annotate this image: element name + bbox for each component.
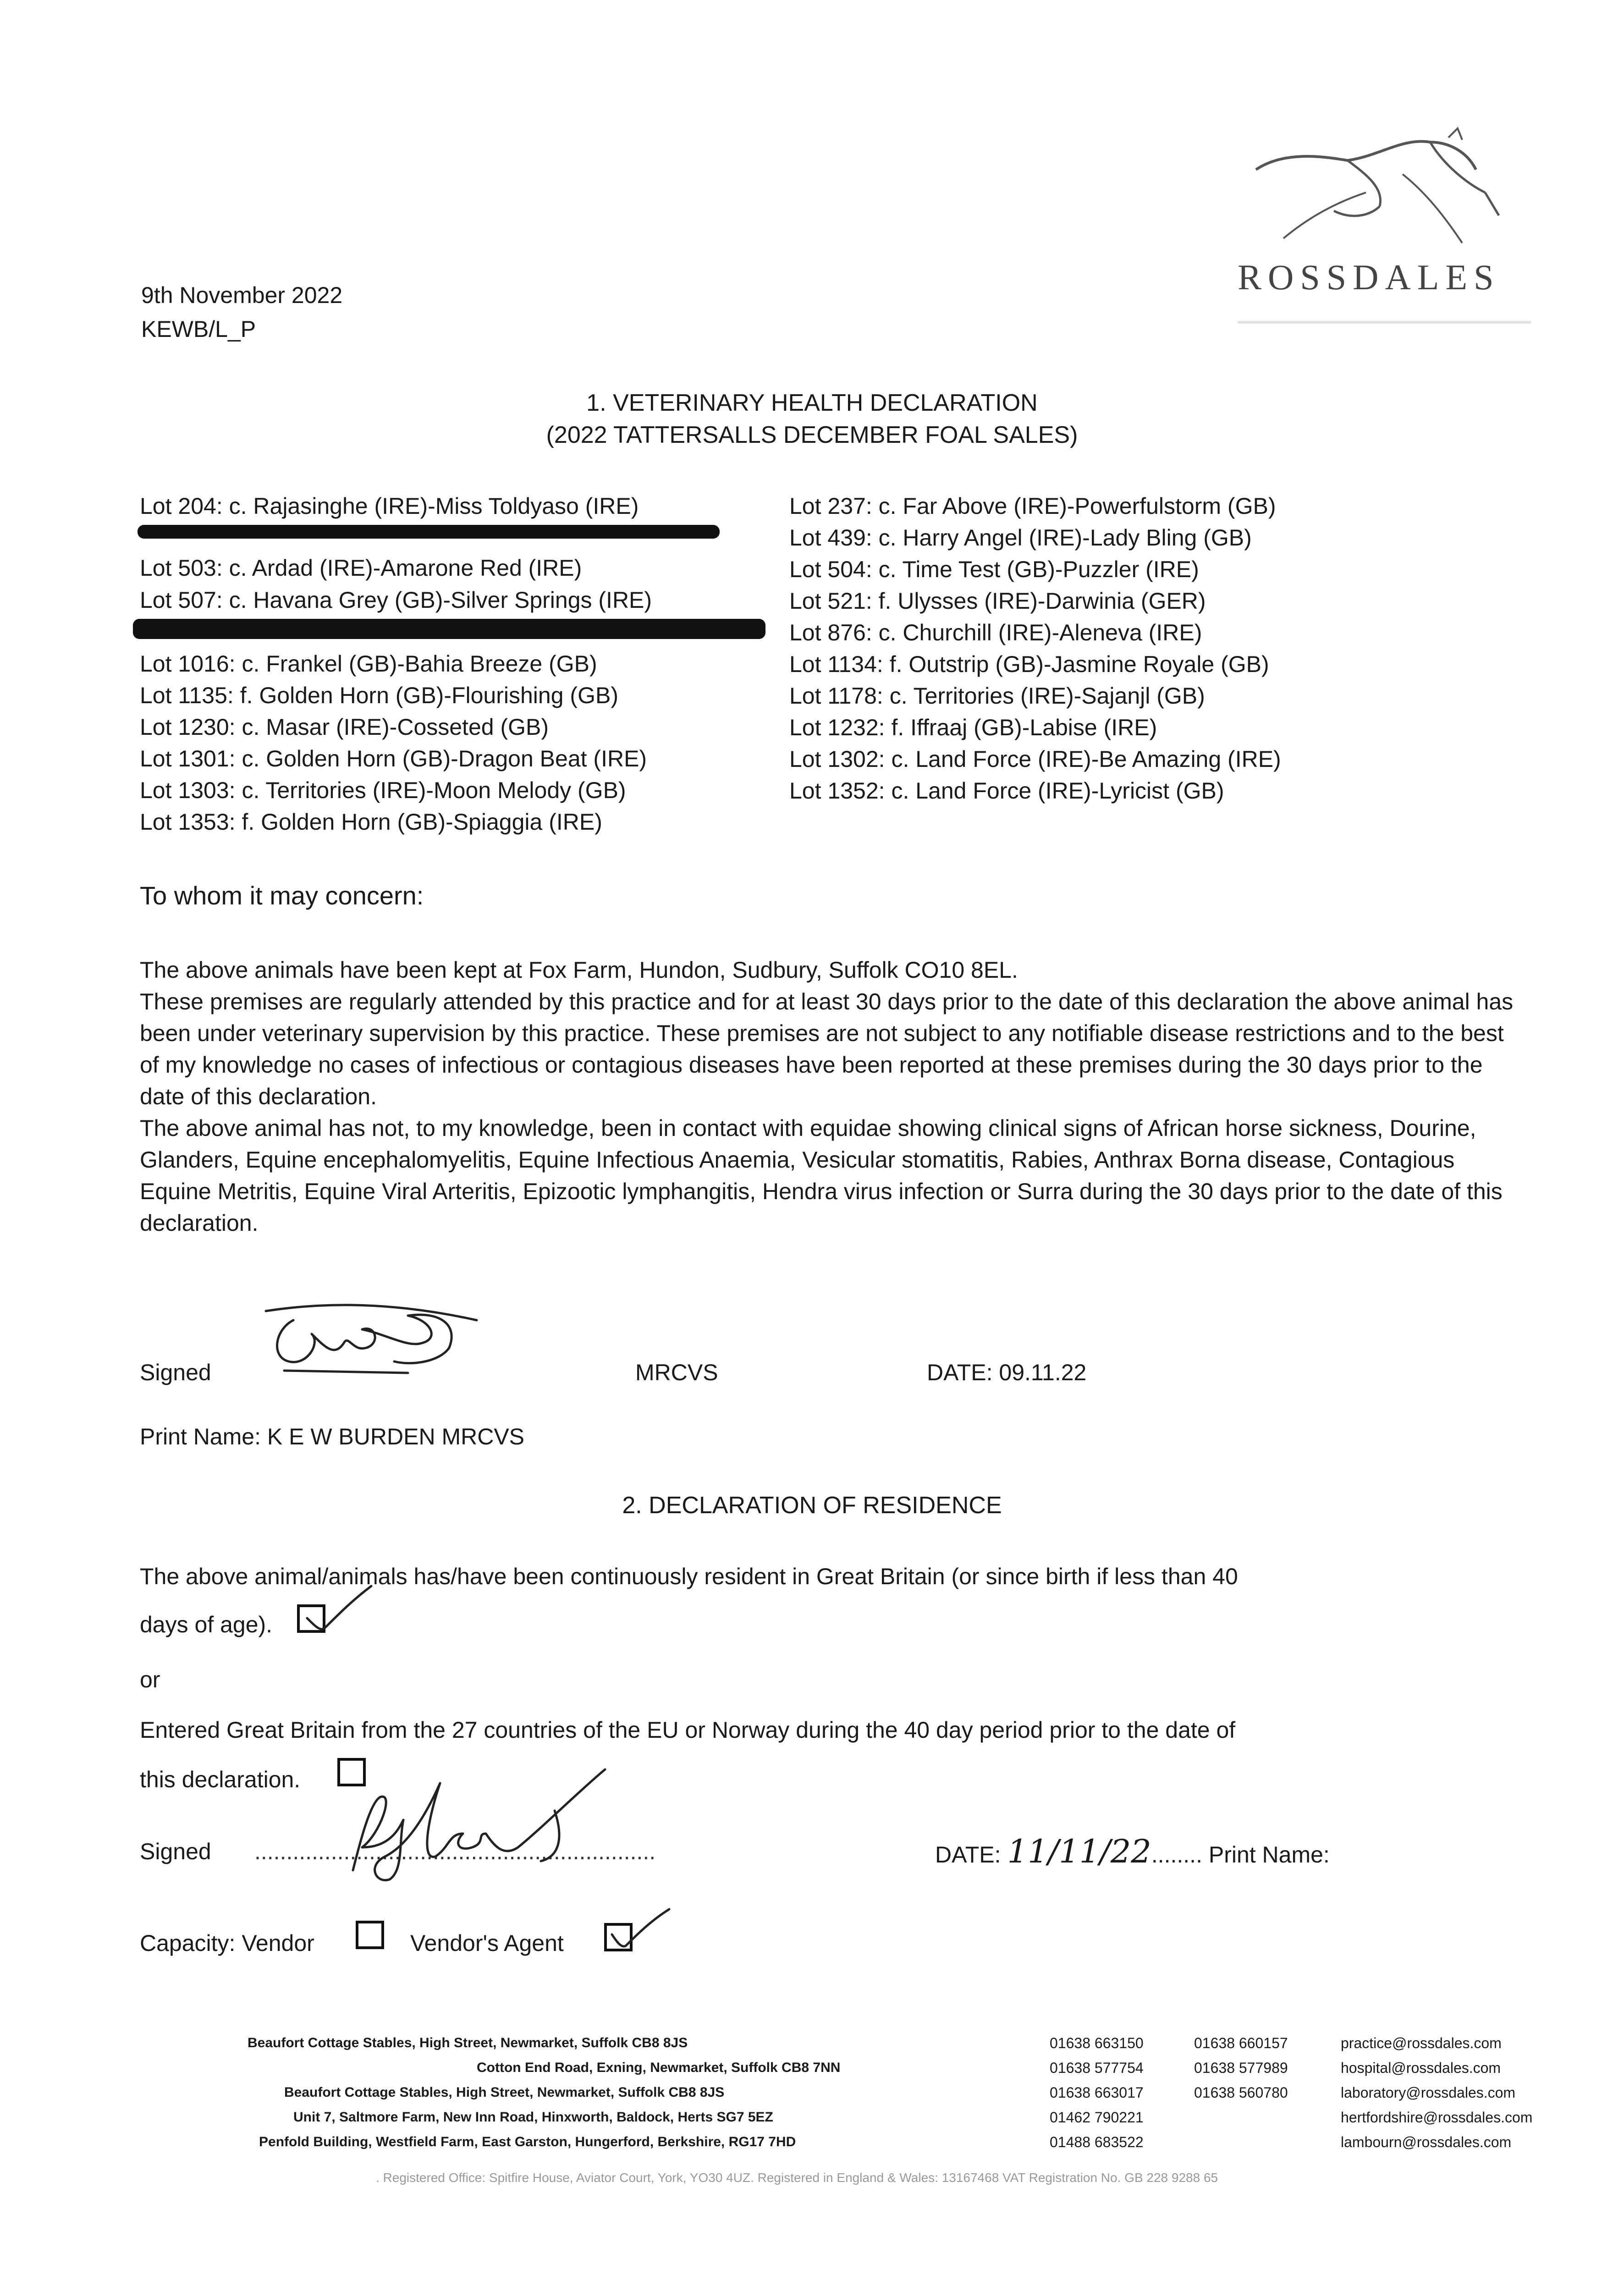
capacity-vendor-label: Capacity: Vendor [140, 1930, 314, 1956]
signed-label-1: Signed [140, 1360, 211, 1385]
footer-email[interactable]: hertfordshire@rossdales.com [1341, 2109, 1533, 2126]
footer-address: Beaufort Cottage Stables, High Street, Newmarket, Suffolk CB8 8JS [248, 2035, 688, 2050]
registered-office: . Registered Office: Spitfire House, Aviator Court, York, YO30 4UZ. Registered in England & Wales: 13167468 VAT Registration No. GB 228 9288 65 [376, 2171, 1218, 2185]
residence-line-3: Entered Great Britain from the 27 countries of the EU or Norway during the 40 day period prior to the date of [140, 1717, 1236, 1743]
footer-phone: 01638 663150 [1050, 2035, 1144, 2051]
signature-dotted-line: ............................................................... [254, 1839, 656, 1864]
body-paragraph: These premises are regularly attended by this practice and for at least 30 days prior to the date of this declaration the above animal has been under veterinary supervision by this practice. These premises are not subject to any notifiable disease restrictions and to the best of my knowledge no cases of infectious or contagious diseases have been reported at these premises during the 30 days prior to the date of this declaration. [140, 989, 1514, 1109]
handwritten-date: 11/11/22 [1007, 1833, 1151, 1870]
letter-date: 9th November 2022 [141, 282, 343, 308]
lot-item-right: Lot 876: c. Churchill (IRE)-Aleneva (IRE) [789, 620, 1202, 645]
footer-phone: 01638 663017 [1050, 2084, 1144, 2101]
lot-item-right: Lot 237: c. Far Above (IRE)-Powerfulstorm (GB) [789, 493, 1276, 519]
footer-email[interactable]: practice@rossdales.com [1341, 2035, 1502, 2051]
date-label-2: DATE: 11/11/22........ Print Name: [935, 1833, 1330, 1870]
redaction-bar [138, 525, 720, 539]
footer-address: Beaufort Cottage Stables, High Street, Newmarket, Suffolk CB8 8JS [284, 2085, 725, 2100]
residence-heading: 2. DECLARATION OF RESIDENCE [622, 1492, 1002, 1519]
footer-phone: 01488 683522 [1050, 2134, 1144, 2150]
vet-signature-icon [257, 1293, 495, 1380]
lot-item-left: Lot 507: c. Havana Grey (GB)-Silver Springs (IRE) [140, 587, 652, 613]
logo-wordmark: ROSSDALES [1238, 257, 1500, 297]
footer-phone: 01462 790221 [1050, 2109, 1144, 2126]
residence-line-2: days of age). [140, 1612, 273, 1637]
footer-address: Unit 7, Saltmore Farm, New Inn Road, Hinxworth, Baldock, Herts SG7 5EZ [293, 2110, 773, 2125]
residence-line-1: The above animal/animals has/have been continuously resident in Great Britain (or since birth if less than 40 [140, 1564, 1238, 1589]
redaction-bar [133, 619, 765, 639]
lot-item-left: Lot 503: c. Ardad (IRE)-Amarone Red (IRE) [140, 555, 582, 581]
footer-address: Cotton End Road, Exning, Newmarket, Suffolk CB8 7NN [477, 2060, 841, 2075]
residence-line-4: this declaration. [140, 1767, 301, 1792]
footer-address: Penfold Building, Westfield Farm, East Garston, Hungerford, Berkshire, RG17 7HD [259, 2134, 796, 2149]
declaration-title: 1. VETERINARY HEALTH DECLARATION [586, 390, 1038, 416]
lot-item-left: Lot 1301: c. Golden Horn (GB)-Dragon Beat (IRE) [140, 746, 647, 771]
footer-phone: 01638 577754 [1050, 2060, 1144, 2076]
lot-item-left: Lot 1230: c. Masar (IRE)-Cosseted (GB) [140, 714, 549, 740]
footer-email[interactable]: lambourn@rossdales.com [1341, 2134, 1512, 2150]
body-paragraph: The above animal has not, to my knowledge, been in contact with equidae showing clinical signs of African horse sickness, Dourine, Glanders, Equine encephalomyelitis, Equine Infectious Anaemia, Vesicular stomatitis, Rabies, Anthrax Borna disease, Contagious Equine Metritis, Equine Viral Arteritis, Epizootic lymphangitis, Hendra virus infection or Surra during the 30 days prior to the date of this declaration. [140, 1115, 1503, 1236]
lot-item-right: Lot 439: c. Harry Angel (IRE)-Lady Bling (GB) [789, 525, 1252, 551]
footer-email[interactable]: laboratory@rossdales.com [1341, 2084, 1516, 2101]
lot-item-right: Lot 1302: c. Land Force (IRE)-Be Amazing (IRE) [789, 746, 1281, 772]
logo-tagline-faded [1238, 321, 1531, 324]
or-text: or [140, 1667, 160, 1692]
signed-label-2: Signed [140, 1839, 211, 1864]
lot-item-left: Lot 1135: f. Golden Horn (GB)-Flourishing (GB) [140, 683, 618, 708]
lot-item-left: Lot 1303: c. Territories (IRE)-Moon Melody (GB) [140, 777, 626, 803]
lot-item-right: Lot 504: c. Time Test (GB)-Puzzler (IRE) [789, 556, 1199, 582]
lot-item-right: Lot 1232: f. Iffraaj (GB)-Labise (IRE) [789, 715, 1157, 740]
horse-logo-icon [1228, 124, 1522, 261]
tick-mark-icon [303, 1577, 376, 1641]
footer-email[interactable]: hospital@rossdales.com [1341, 2060, 1501, 2076]
mrcvs-label: MRCVS [635, 1360, 718, 1385]
lot-item-right: Lot 1134: f. Outstrip (GB)-Jasmine Royale (GB) [789, 651, 1269, 677]
lot-item-right: Lot 521: f. Ulysses (IRE)-Darwinia (GER) [789, 588, 1206, 614]
agent-signature-icon [312, 1756, 669, 1893]
lot-item-left: Lot 1353: f. Golden Horn (GB)-Spiaggia (IRE) [140, 809, 602, 835]
tick-mark-icon [605, 1902, 674, 1957]
footer-fax: 01638 660157 [1194, 2035, 1288, 2051]
letter-reference: KEWB/L_P [141, 316, 256, 342]
lot-item-left: Lot 204: c. Rajasinghe (IRE)-Miss Toldyaso (IRE) [140, 493, 639, 519]
footer-fax: 01638 577989 [1194, 2060, 1288, 2076]
footer-fax: 01638 560780 [1194, 2084, 1288, 2101]
salutation: To whom it may concern: [140, 881, 424, 910]
body-paragraph: The above animals have been kept at Fox Farm, Hundon, Sudbury, Suffolk CO10 8EL. [140, 957, 1018, 983]
body-text [140, 954, 1515, 1239]
sign-date-1: DATE: 09.11.22 [927, 1360, 1087, 1385]
lot-item-left: Lot 1016: c. Frankel (GB)-Bahia Breeze (GB) [140, 651, 597, 677]
lot-item-right: Lot 1178: c. Territories (IRE)-Sajanjl (GB) [789, 683, 1205, 709]
lot-item-right: Lot 1352: c. Land Force (IRE)-Lyricist (GB) [789, 778, 1224, 804]
declaration-subtitle: (2022 TATTERSALLS DECEMBER FOAL SALES) [546, 422, 1078, 448]
vendor-agent-label: Vendor's Agent [410, 1930, 564, 1956]
vendor-checkbox[interactable] [356, 1921, 384, 1949]
print-name-1: Print Name: K E W BURDEN MRCVS [140, 1424, 525, 1449]
